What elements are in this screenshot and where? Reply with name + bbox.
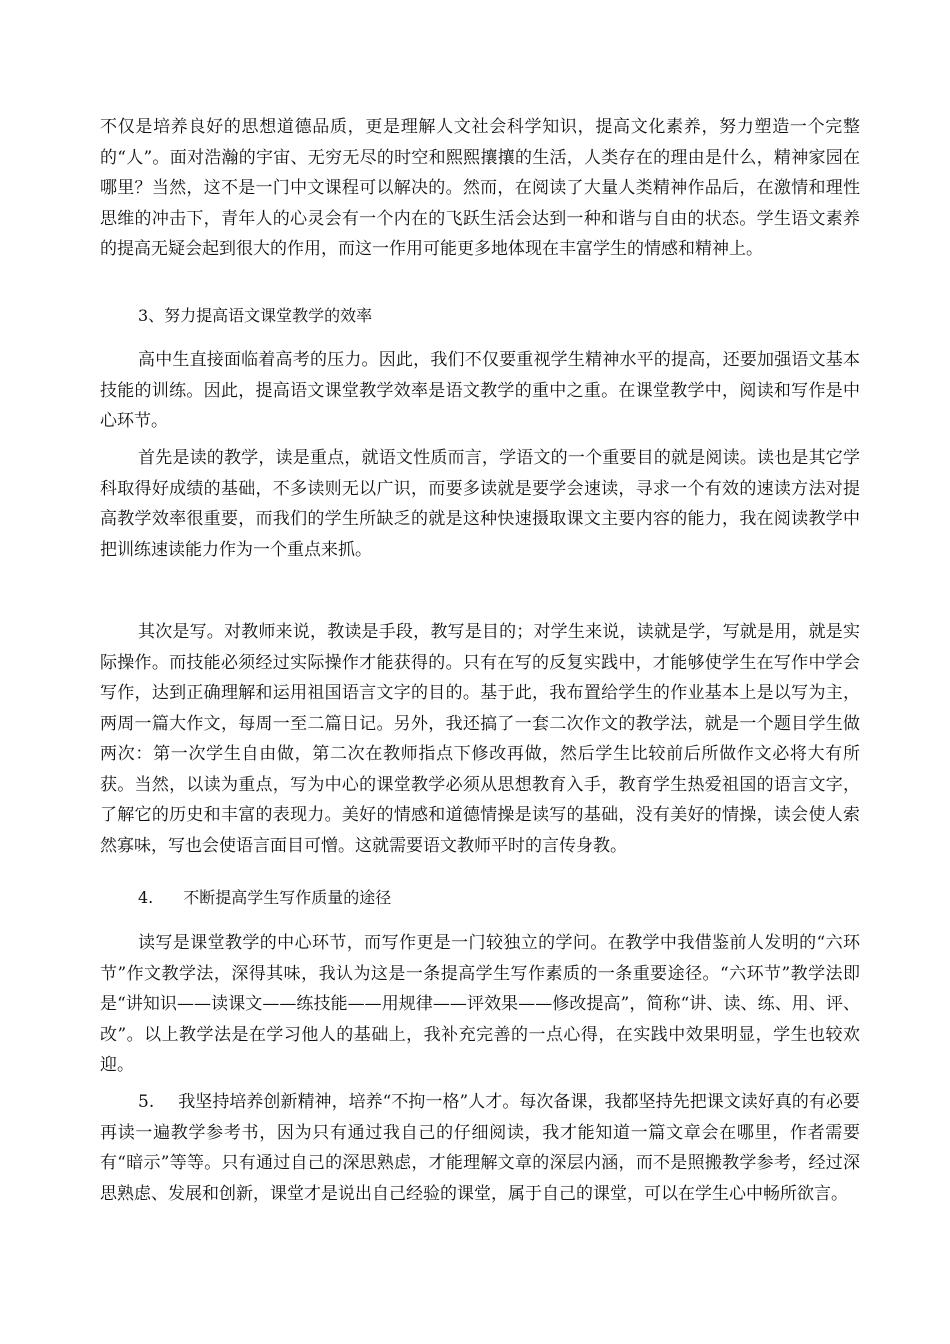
section-heading-3: 3、努力提高语文课堂教学的效率: [138, 306, 373, 325]
paragraph-writing-teaching: 其次是写。对教师来说，教读是手段，教写是目的；对学生来说，读就是学，写就是用，就是实际操作。而技能必须经过实际操作才能获得的。只有在写的反复实践中，才能够使学生在写作中学会写作，达到正确理解和运用祖国语言文字的目的。基于此，我布置给学生的作业基本上是以写为主，两周一篇大作文，每周一至二篇日记。另外，我还搞了一套二次作文的教学法，就是一个题目学生做两次：第一次学生自由做，第二次在教师指点下修改再做，然后学生比较前后所做作文必将大有所获。当然，以读为重点，写为中心的课堂教学必须从思想教育入手，教育学生热爱祖国的语言文字，了解它的历史和丰富的表现力。美好的情感和道德情操是读写的基础，没有美好的情操，读会使人索然寡味，写也会使语言面目可憎。这就需要语文教师平时的言传身教。: [100, 622, 860, 856]
item-number-5: 5.: [138, 1092, 155, 1112]
item-text-5: 我坚持培养创新精神，培养“不拘一格”人才。每次备课，我都坚持先把课文读好真的有必要再读一遍教学参考书，因为只有通过我自己的仔细阅读，我才能知道一篇文章会在哪里，作者需要有“暗示”等等。只有通过自己的深思熟虑，才能理解文章的深层内涵，而不是照搬教学参考，经过深思熟虑、发展和创新，课堂才是说出自己经验的课堂，属于自己的课堂，可以在学生心中畅所欲言。: [100, 1092, 860, 1204]
section-title-4: 不断提高学生写作质量的途径: [183, 888, 392, 907]
paragraph-cultural-literacy: 不仅是培养良好的思想道德品质，更是理解人文社会科学知识，提高文化素养，努力塑造一个完整的“人”。面对浩瀚的宇宙、无穷无尽的时空和熙熙攘攘的生活，人类存在的理由是什么，精神家园在哪里？当然，这不是一门中文课程可以解决的。然而，在阅读了大量人类精神作品后，在激情和理性思维的冲击下，青年人的心灵会有一个内在的飞跃生活会达到一种和谐与自由的状态。学生语文素养的提高无疑会起到很大的作用，而这一作用可能更多地体现在丰富学生的情感和精神上。: [100, 117, 860, 259]
paragraph-innovation: [100, 1087, 860, 1209]
paragraph-exam-pressure: 高中生直接面临着高考的压力。因此，我们不仅要重视学生精神水平的提高，还要加强语文基本技能的训练。因此，提高语文课堂教学效率是语文教学的重中之重。在课堂教学中，阅读和写作是中心环节。: [100, 350, 860, 431]
paragraph-six-step-method: 读写是课堂教学的中心环节，而写作更是一门较独立的学问。在教学中我借鉴前人发明的“六环节”作文教学法，深得其味，我认为这是一条提高学生写作素质的一条重要途径。“六环节”教学法即是“讲知识——读课文——练技能——用规律——评效果——修改提高”，简称“讲、读、练、用、评、改”。以上教学法是在学习他人的基础上，我补充完善的一点心得，在实践中效果明显，学生也较欢迎。: [100, 933, 860, 1075]
section-number-4: 4.: [138, 888, 154, 907]
section-heading-4: [138, 883, 391, 913]
paragraph-reading-teaching: 首先是读的教学，读是重点，就语文性质而言，学语文的一个重要目的就是阅读。读也是其它学科取得好成绩的基础，不多读则无以广识，而要多读就是要学会速读，寻求一个有效的速读方法对提高教学效率很重要，而我们的学生所缺乏的就是这种快速摄取课文主要内容的能力，我在阅读教学中把训练速读能力作为一个重点来抓。: [100, 448, 860, 560]
